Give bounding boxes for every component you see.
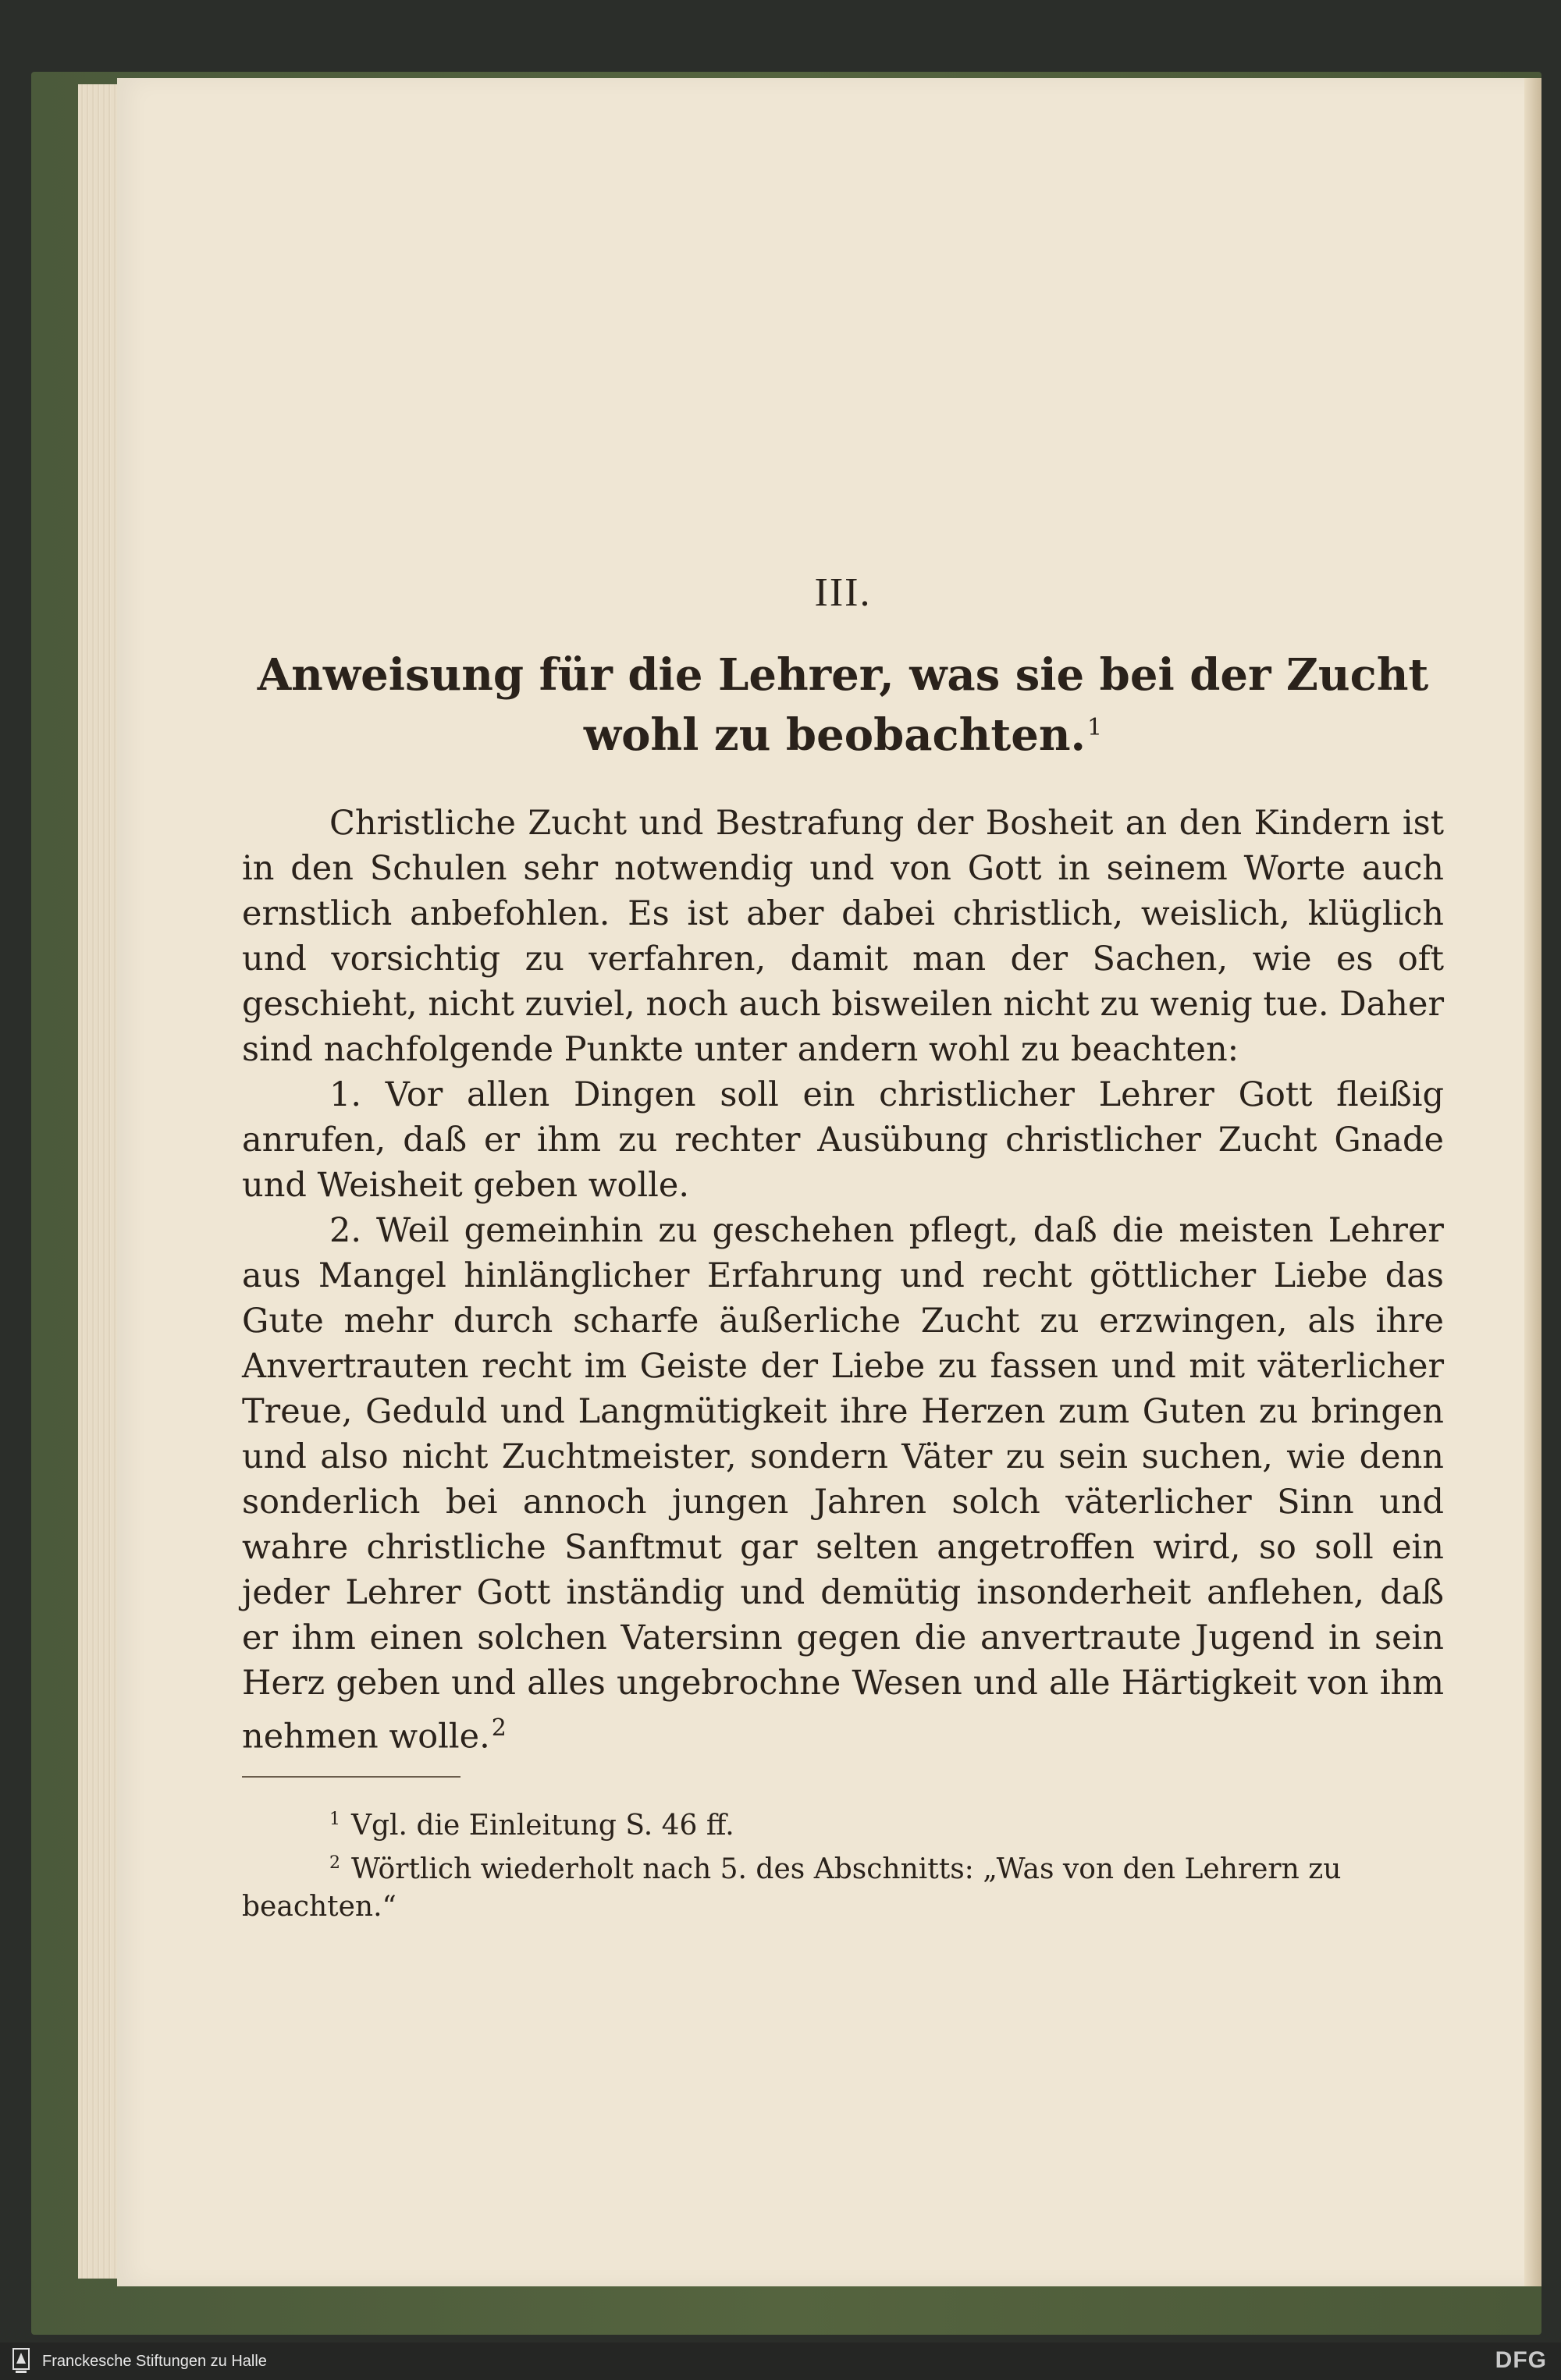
body-text [242,801,1444,1759]
footnote-1-text: Vgl. die Einleitung S. 46 ff. [351,1809,734,1842]
footnote-1-mark: 1 [329,1809,340,1829]
chapter-number: III. [814,570,872,615]
paragraph-intro: Christliche Zucht und Bestrafung der Bosheit an den Kindern ist in den Schulen sehr notwendig und von Gott in seinem Worte auch ernstlich anbefohlen. Es ist aber dabei christlich, weislich, klüglich und vorsichtig zu verfahren, damit man der Sachen, wie es oft geschieht, nicht zuviel, noch auch bisweilen nicht zu wenig tue. Daher sind nachfolgende Punkte unter andern wohl zu beachten: [242,803,1444,1069]
paragraph-point-2 [242,1208,1444,1759]
paragraph-footnote-mark: 2 [491,1714,507,1742]
institution-name: Franckesche Stiftungen zu Halle [42,2352,267,2370]
heading-line-2-text: wohl zu beobachten. [583,709,1086,762]
footnote-2-mark: 2 [329,1852,340,1873]
chapter-heading [242,645,1444,766]
paragraph-point-1: 1. Vor allen Dingen soll ein christlicher Lehrer Gott fleißig anrufen, daß er ihm zu rechter Ausübung christlicher Zucht Gnade und Weisheit geben wolle. [242,1075,1444,1205]
page-right-edge [1524,78,1541,2286]
footnote-2 [242,1845,1444,1926]
heading-footnote-mark: 1 [1087,713,1103,741]
footnote-1 [242,1801,1444,1845]
footnote-2-text: Wörtlich wiederholt nach 5. des Abschnitts: „Was von den Lehrern zu beachten.“ [242,1852,1342,1923]
heading-line-2 [242,705,1444,766]
page-content [242,570,1444,1926]
paragraph-point-2-text: 2. Weil gemeinhin zu geschehen pflegt, daß die meisten Lehrer aus Mangel hinlänglicher Erfahrung und recht göttlicher Liebe das Gute mehr durch scharfe äußerliche Zucht zu erzwingen, als ihre Anvertrauten recht im Geiste der Liebe zu fassen und mit väterlicher Treue, Geduld und Langmütigkeit ihre Herzen zum Guten zu bringen und also nicht Zuchtmeister, sondern Väter zu sein suchen, wie denn sonderlich bei annoch jungen Jahren solch väterlicher Sinn und wahre christliche Sanftmut gar selten angetroffen wird, so soll ein jeder Lehrer Gott inständig und demütig insonderheit anflehen, daß er ihm einen solchen Vatersinn gegen die anvertraute Jugend in sein Herz geben und alles ungebrochne Wesen und alle Härtigkeit von ihm nehmen wolle. [242,1210,1444,1756]
footer-strip [0,2343,1561,2380]
footnote-separator [242,1776,460,1778]
heading-line-1: Anweisung für die Lehrer, was sie bei der Zucht [257,649,1429,701]
institution-logo-icon [9,2346,33,2377]
dfg-logo: DFG [1495,2347,1547,2373]
